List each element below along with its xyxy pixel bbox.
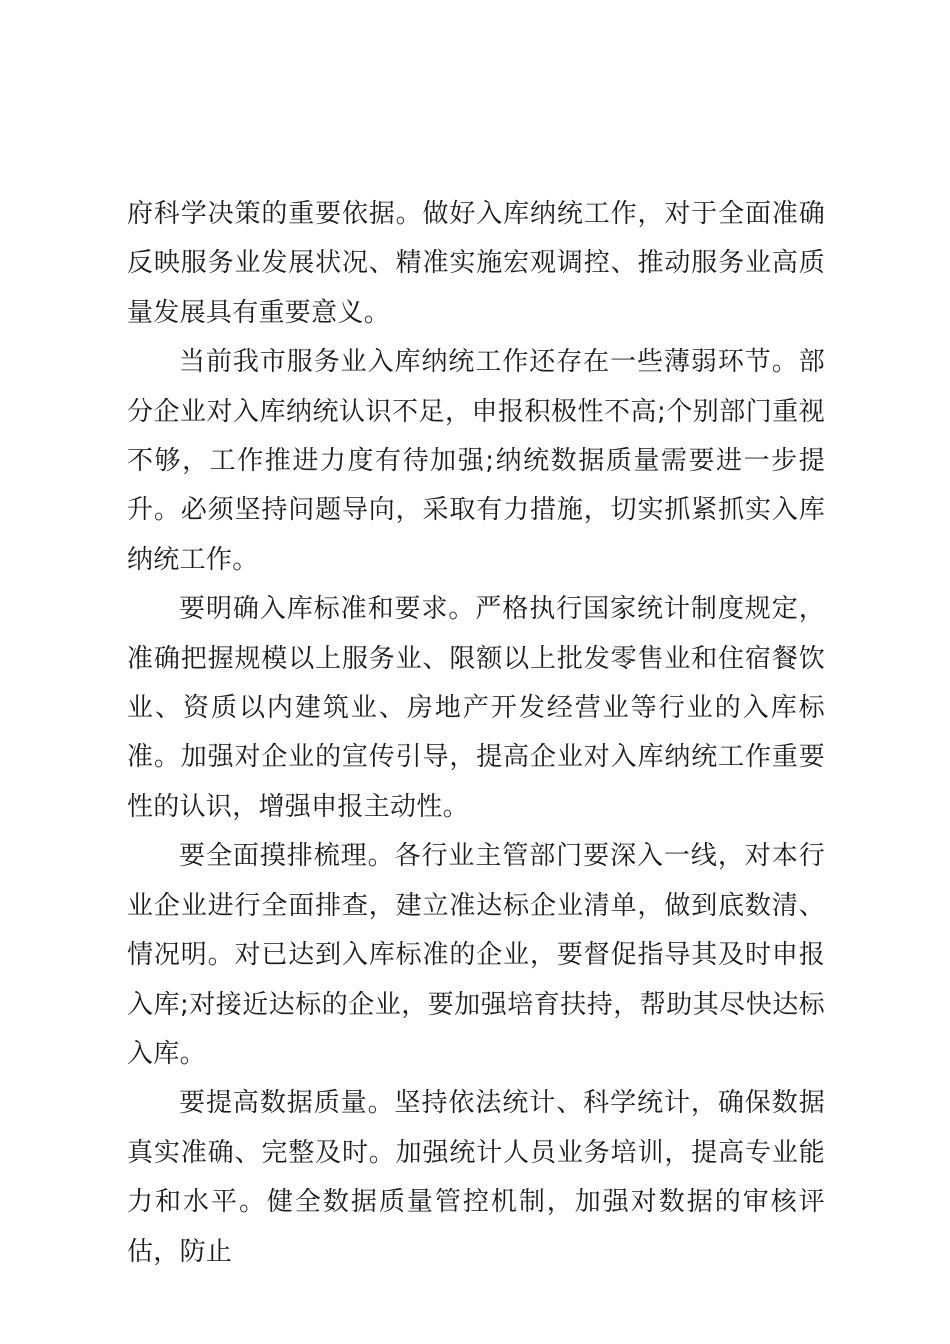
paragraph-data-quality: 要提高数据质量。坚持依法统计、科学统计，确保数据真实准确、完整及时。加强统计人员业务培训，提高专业能力和水平。健全数据质量管控机制，加强对数据的审核评估，防止 bbox=[127, 1088, 825, 1267]
paragraph-survey: 要全面摸排梳理。各行业主管部门要深入一线，对本行业企业进行全面排查，建立准达标企业清单，做到底数清、情况明。对已达到入库标准的企业，要督促指导其及时申报入库;对接近达标的企业，要加强培育扶持，帮助其尽快达标入库。 bbox=[127, 841, 825, 1069]
document-body bbox=[127, 190, 825, 1277]
paragraph-standards: 要明确入库标准和要求。严格执行国家统计制度规定，准确把握规模以上服务业、限额以上批发零售业和住宿餐饮业、资质以内建筑业、房地产开发经营业等行业的入库标准。加强对企业的宣传引导，提高企业对入库纳统工作重要性的认识，增强申报主动性。 bbox=[127, 594, 825, 822]
paragraph-continuation: 府科学决策的重要依据。做好入库纳统工作，对于全面准确反映服务业发展状况、精准实施宏观调控、推动服务业高质量发展具有重要意义。 bbox=[127, 199, 825, 328]
paragraph-weak-links: 当前我市服务业入库纳统工作还存在一些薄弱环节。部分企业对入库纳统认识不足，申报积极性不高;个别部门重视不够，工作推进力度有待加强;纳统数据质量需要进一步提升。必须坚持问题导向，采取有力措施，切实抓紧抓实入库纳统工作。 bbox=[127, 347, 825, 575]
